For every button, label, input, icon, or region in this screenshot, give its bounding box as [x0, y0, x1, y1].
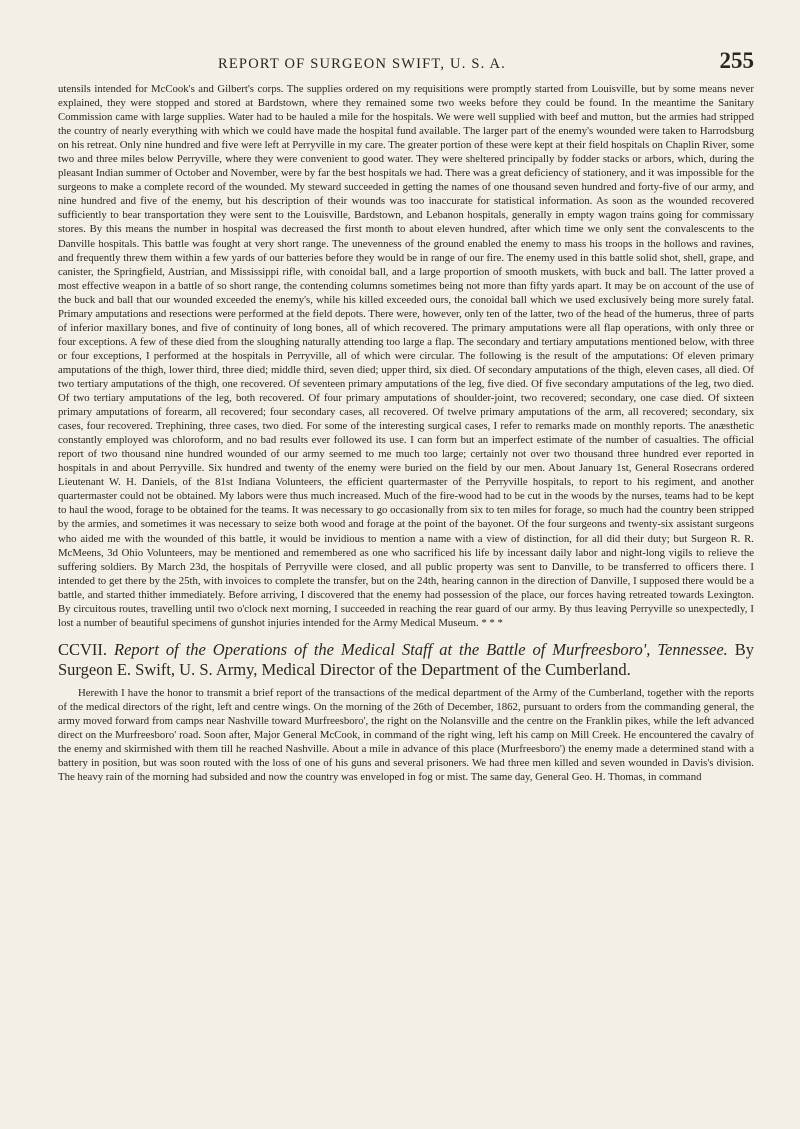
body-paragraph: utensils intended for McCook's and Gilbert's corps. The supplies ordered on my requisitions were promptly started from Louisville, but by some means never explained, they were stopped and stored at Bardstown, where they remained some two weeks before they could be found. In the meantime the Sanitary Commission came with large supplies. Water had to be hauled a mile for the hospitals. We were well supplied with beef and mutton, but the armies had stripped the country of nearly everything with which we could have made the hospital fund available. The larger part of the enemy's wounded were taken to Harrodsburg on his retreat. Only nine hundred and five were left at Perryville in my care. The greater portion of these were kept at their field hospitals on Chaplin River, some two and three miles below Perryville, where they were convenient to good water. They were sheltered principally by fodder stacks or arbors, which, during the pleasant Indian summer of October and November, were by far the best hospitals we had. There was a great deficiency of stationery, and it was impossible for the surgeons to make a complete record of the wounded. My steward succeeded in getting the names of one thousand seven hundred and forty-five of our army, and nine hundred and five of the enemy, but his description of their wounds was too inaccurate for statistical information. As soon as the wounded recovered sufficiently to bear transportation they were sent to the Louisville, Bardstown, and Lebanon hospitals, generally in empty wagon trains going for commissary stores. By this means the number in hospital was decreased the first month to about eleven hundred, after which time we only sent the convalescents to the Danville hospitals. This battle was fought at very short range. The unevenness of the ground enabled the enemy to mass his troops in the hollows and ravines, and frequently threw them within a few yards of our batteries before they would be in range of our fire. The enemy used in this battle solid shot, shell, grape, and canister, the Springfield, Austrian, and Mississippi rifle, with conoidal ball, and a large proportion of smooth muskets, with buck and ball. The latter proved a most effective weapon in a battle of so short range, the contending columns sometimes being not more than fifty yards apart. It may be on account of the use of the buck and ball that our wounded exceeded the enemy's, while his killed exceeded ours, the conoidal ball which we used exclusively being more surely fatal. Primary amputations and resections were performed at the field depots. There were, however, only ten of the latter, two of the head of the humerus, three of parts of inferior maxillary bones, and five of continuity of long bones, all of which recovered. The primary amputations were all flap operations, with only three or four exceptions. A few of these died from the sloughing naturally attending too large a flap. The secondary and tertiary amputations mentioned below, with three or four exceptions, I performed at the hospitals in Perryville, all of which were circular. The following is the result of the amputations: Of eleven primary amputations of the thigh, lower third, three died; middle third, seven died; upper third, six died. Of secondary amputations of the thigh, eleven cases, all died. Of two tertiary amputations of the thigh, one recovered. Of seventeen primary amputations of the leg, five died. Of five secondary amputations of the leg, two died. Of two tertiary amputations of the leg, both recovered. Of four primary amputations of shoulder-joint, two recovered; secondary, one case died. Of sixteen primary amputations of forearm, all recovered; four secondary cases, all recovered. Of twelve primary amputations of the arm, all recovered; secondary, six cases, four recovered. Trephining, three cases, two died. For some of the interesting surgical cases, I refer to remarks made on monthly reports. The anæsthetic constantly employed was chloroform, and no bad results ever followed its use. I can form but an imperfect estimate of the number of casualties. The official report of two thousand nine hundred wounded of our army seemed to me much too large; certainly not over two thousand three hundred ever reported in hospitals in and about Perryville. Six hundred and twenty of the enemy were buried on the field by our men. About January 1st, General Rosecrans ordered Lieutenant W. H. Daniels, of the 81st Indiana Volunteers, the efficient quartermaster of the Perryville hospitals, to report to his regiment, and another quartermaster could not be obtained. My labors were thus much increased. Much of the fire-wood had to be cut in the woods by the nurses, teams had to be kept to haul the wood, forage to be obtained for the teams. It was necessary to go occasionally from six to ten miles for forage, so much had the country been stripped by the armies, and sometimes it was necessary to seize both wood and forage at the point of the bayonet. Of the four surgeons and twenty-six assistant surgeons who aided me with the wounded of this battle, it would be invidious to mention a name with a view of distinction, for all did their duty; but Surgeon R. R. McMeens, 3d Ohio Volunteers, may be mentioned and remembered as one who sacrificed his life by incessant daily labor and night-long vigils to relieve the suffering soldiers. By March 23d, the hospitals of Perryville were closed, and all public property was sent to Danville, to be transferred to officers there. I intended to get there by the 25th, with invoices to complete the transfer, but on the 24th, hearing cannon in the direction of Danville, I supposed there would be a battle, and started thither immediately. Before arriving, I discovered that the enemy had possession of the place, our forces having retreated towards Lexington. By circuitous routes, travelling until two o'clock next morning, I succeeded in reaching the rear guard of our army. By thus leaving Perryville so unexpectedly, I lost a number of beautiful specimens of gunshot injuries intended for the Army Medical Museum. * * * — [58, 83, 754, 629]
section-number: CCVII. — [58, 639, 108, 659]
running-head — [58, 48, 754, 82]
page-number: 255 — [719, 48, 754, 73]
section-paragraph: Herewith I have the honor to transmit a brief report of the transactions of the medical department of the Army of the Cumberland, together with the reports of the medical directors of the right, left and centre wings. On the morning of the 26th of December, 1862, pursuant to orders from the commanding general, the army moved forward from camps near Nashville toward Murfreesboro', the right on the Nolansville and the centre on the Franklin pikes, while the left advanced direct on the Murfreesboro' road. Soon after, Major General McCook, in command of the right wing, left his camp on Mill Creek. He encountered the cavalry of the enemy and skirmished with them till he reached Nashville. About a mile in advance of this place (Murfreesboro') the enemy made a determined stand with a battery in position, but was soon routed with the loss of one of his guns and several prisoners. We had three men killed and seven wounded in Davis's division. The heavy rain of the morning had subsided and now the country was enveloped in fog or mist. The same day, General Geo. H. Thomas, in command — [58, 686, 754, 784]
section-byline: By Surgeon E. Swift, U. S. Army, Medical Director of the Department of the Cumberland. — [58, 639, 755, 679]
section-title: Report of the Operations of the Medical Staff at the Battle of Murfreesboro', Tennessee. — [114, 639, 728, 659]
running-title: REPORT OF SURGEON SWIFT, U. S. A. — [218, 56, 506, 72]
section-heading — [58, 640, 754, 680]
